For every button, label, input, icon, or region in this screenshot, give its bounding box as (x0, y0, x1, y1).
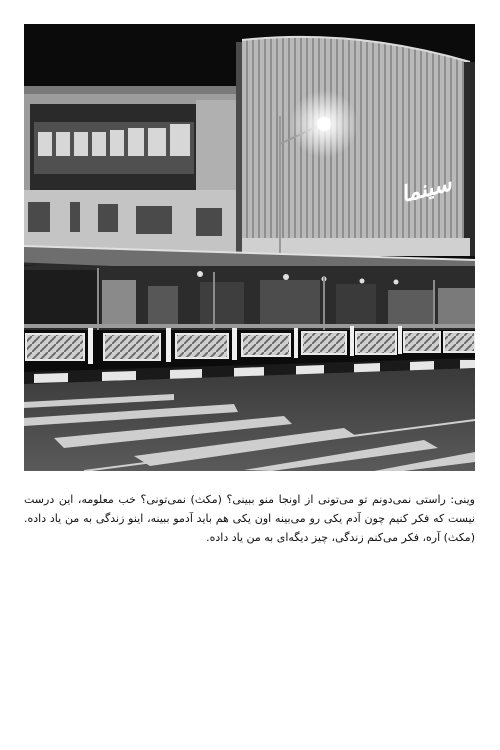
caption-text: وینی: راستی نمی‌دونم تو می‌تونی از اونجا منو ببینی؟ (مکث) نمی‌تونی؟ خب معلومه، این درست نیست که فکر کنیم چون آدم یکی رو می‌بینه اون یکی هم باید آدمو ببینه، اینو زندگی به من یاد داده. (مکث) آره، فکر می‌کنم زندگی، چیز دیگه‌ای به من یاد داده. (24, 493, 475, 544)
road (24, 368, 475, 471)
cinema-facade (242, 37, 475, 256)
cinema-sign: سینما (398, 171, 455, 209)
storefronts (24, 266, 475, 330)
street-photo (24, 24, 475, 471)
